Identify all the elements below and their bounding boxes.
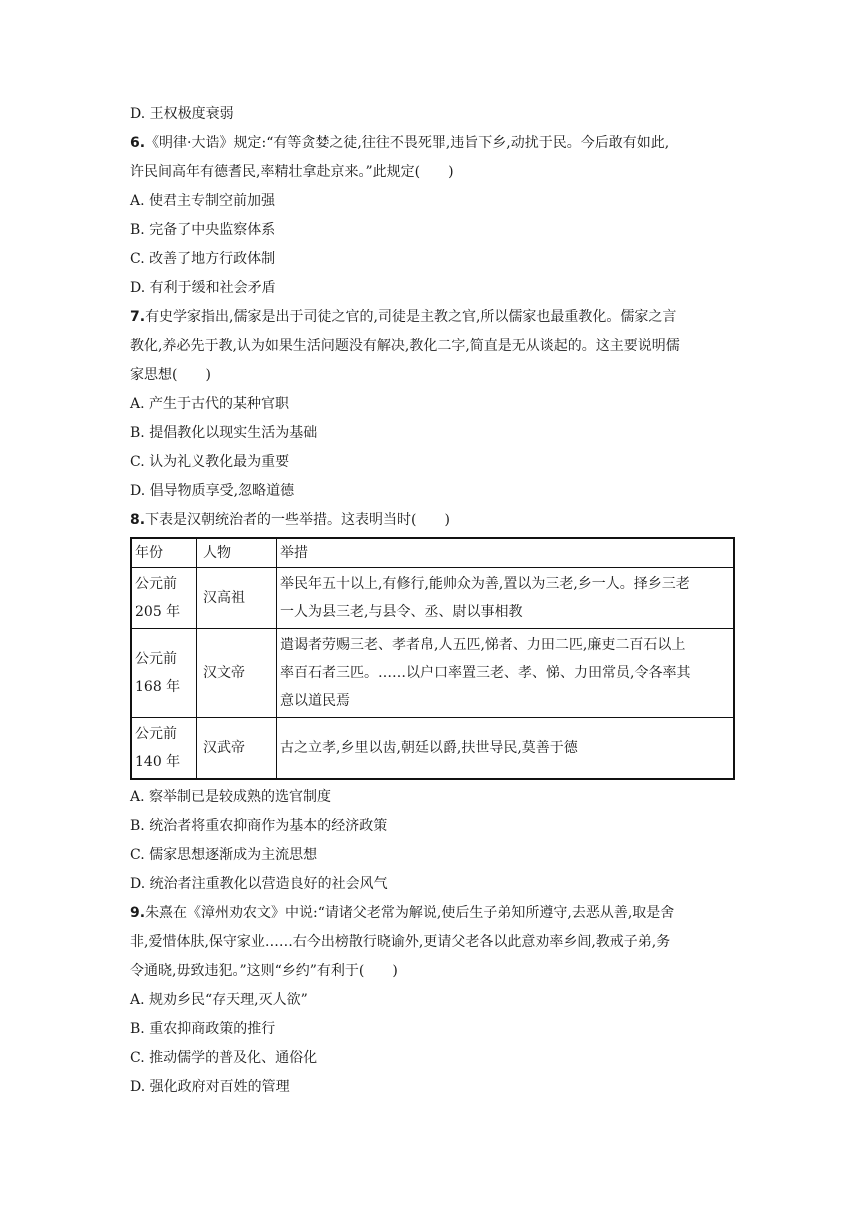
q7-stem-line-1 bbox=[130, 303, 735, 332]
q7-stem-text-1: 有史学家指出,儒家是出于司徒之官的,司徒是主教之官,所以儒家也最重教化。儒家之言 bbox=[145, 309, 677, 325]
q9-option-d: D. 强化政府对百姓的管理 bbox=[130, 1079, 290, 1095]
row-measure bbox=[277, 718, 735, 780]
measure-line-2: 率百石者三匹。……以户口率置三老、孝、悌、力田常员,令各率其 bbox=[280, 665, 691, 681]
q7-stem-line-2: 教化,养必先于教,认为如果生活问题没有解决,教化二字,简直是无从谈起的。这主要说明儒 bbox=[130, 338, 680, 354]
measure-line-1: 遣谒者劳赐三老、孝者帛,人五匹,悌者、力田二匹,廉吏二百石以上 bbox=[280, 637, 686, 653]
q6-stem-line-1 bbox=[130, 129, 735, 158]
year-line-2: 205 年 bbox=[135, 604, 181, 620]
question-9 bbox=[130, 899, 735, 1102]
q7-number: 7. bbox=[130, 309, 146, 325]
row-year bbox=[131, 718, 197, 780]
q8-option-c: C. 儒家思想逐渐成为主流思想 bbox=[130, 847, 318, 863]
header-year: 年份 bbox=[131, 538, 197, 568]
table-row bbox=[131, 568, 734, 629]
question-6 bbox=[130, 129, 735, 303]
q7-option-a: A. 产生于古代的某种官职 bbox=[130, 396, 290, 412]
q9-stem-line-3: 令通晓,毋致违犯。”这则“乡约”有利于( ) bbox=[130, 963, 398, 979]
measure-line-3: 意以道民焉 bbox=[280, 693, 350, 709]
exam-page bbox=[130, 100, 735, 1102]
header-measure: 举措 bbox=[277, 538, 735, 568]
measure-line-2: 一人为县三老,与县令、丞、尉以事相教 bbox=[280, 604, 523, 620]
question-7 bbox=[130, 303, 735, 506]
q8-number: 8. bbox=[130, 512, 146, 528]
row-year bbox=[131, 629, 197, 718]
year-line-2: 168 年 bbox=[135, 679, 181, 695]
q9-option-a: A. 规劝乡民“存天理,灭人欲” bbox=[130, 992, 308, 1008]
year-line-1: 公元前 bbox=[135, 576, 177, 592]
q6-number: 6. bbox=[130, 135, 146, 151]
q9-number: 9. bbox=[130, 905, 146, 921]
year-line-2: 140 年 bbox=[135, 754, 181, 770]
q9-stem-line-2: 非,爱惜体肤,保守家业……右今出榜散行晓谕外,更请父老各以此意劝率乡闾,教戒子弟,务 bbox=[130, 934, 671, 950]
header-person: 人物 bbox=[197, 538, 277, 568]
row-person: 汉武帝 bbox=[197, 718, 277, 780]
q8-option-a: A. 察举制已是较成熟的选官制度 bbox=[130, 789, 332, 805]
table-row bbox=[131, 629, 734, 718]
q7-stem-line-3: 家思想( ) bbox=[130, 367, 211, 383]
q7-option-b: B. 提倡教化以现实生活为基础 bbox=[130, 425, 318, 441]
question-8 bbox=[130, 506, 735, 899]
q9-stem-line-1 bbox=[130, 899, 735, 928]
q6-stem-text-1: 《明律·大诰》规定:“有等贪婪之徒,往往不畏死罪,违旨下乡,动扰于民。今后敢有如此, bbox=[145, 135, 670, 151]
q7-option-c: C. 认为礼义教化最为重要 bbox=[130, 454, 290, 470]
row-person: 汉高祖 bbox=[197, 568, 277, 629]
q5-option-d: D. 王权极度衰弱 bbox=[130, 106, 234, 122]
han-measures-table bbox=[130, 537, 735, 780]
q6-option-b: B. 完备了中央监察体系 bbox=[130, 222, 276, 238]
q9-stem-text-1: 朱熹在《漳州劝农文》中说:“请诸父老常为解说,使后生子弟知所遵守,去恶从善,取是舍 bbox=[145, 905, 675, 921]
row-person: 汉文帝 bbox=[197, 629, 277, 718]
measure-line-1: 举民年五十以上,有修行,能帅众为善,置以为三老,乡一人。择乡三老 bbox=[280, 576, 690, 592]
q8-stem-text: 下表是汉朝统治者的一些举措。这表明当时( ) bbox=[145, 512, 450, 528]
row-measure bbox=[277, 629, 735, 718]
q6-option-a: A. 使君主专制空前加强 bbox=[130, 193, 276, 209]
table-row bbox=[131, 718, 734, 780]
row-measure bbox=[277, 568, 735, 629]
measure-line-1: 古之立孝,乡里以齿,朝廷以爵,扶世导民,莫善于德 bbox=[280, 740, 578, 756]
year-line-1: 公元前 bbox=[135, 651, 177, 667]
q8-option-b: B. 统治者将重农抑商作为基本的经济政策 bbox=[130, 818, 388, 834]
q9-option-c: C. 推动儒学的普及化、通俗化 bbox=[130, 1050, 318, 1066]
q6-option-c: C. 改善了地方行政体制 bbox=[130, 251, 276, 267]
q8-option-d: D. 统治者注重教化以营造良好的社会风气 bbox=[130, 876, 388, 892]
q9-option-b: B. 重农抑商政策的推行 bbox=[130, 1021, 276, 1037]
q6-option-d: D. 有利于缓和社会矛盾 bbox=[130, 280, 276, 296]
q7-option-d: D. 倡导物质享受,忽略道德 bbox=[130, 483, 295, 499]
q6-stem-line-2: 许民间高年有德耆民,率精壮拿赴京来。”此规定( ) bbox=[130, 164, 454, 180]
q8-stem bbox=[130, 506, 735, 535]
row-year bbox=[131, 568, 197, 629]
table-header-row bbox=[131, 538, 734, 568]
year-line-1: 公元前 bbox=[135, 726, 177, 742]
